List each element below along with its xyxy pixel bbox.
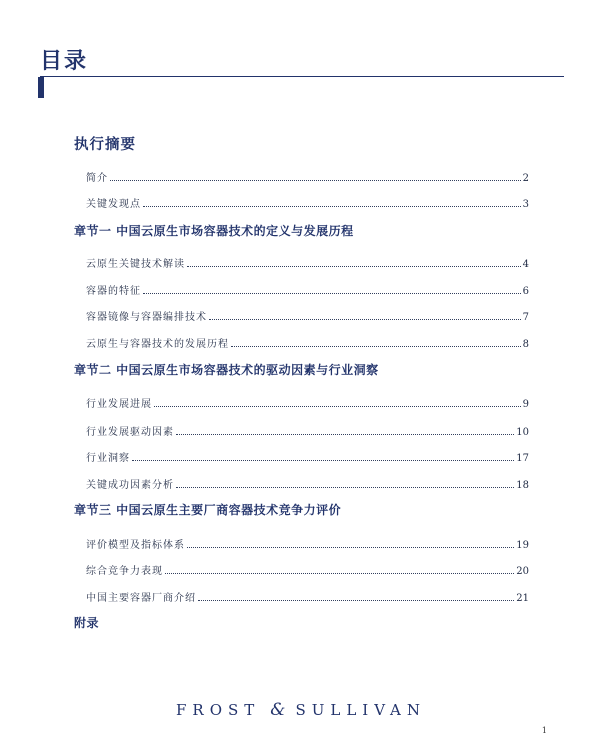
toc-entry-label: 中国主要容器厂商介绍	[86, 593, 196, 604]
logo-text-left: FROST	[176, 701, 261, 719]
toc-entry-page: 19	[516, 540, 529, 551]
toc-entry[interactable]	[86, 396, 529, 410]
title-accent-bar	[38, 77, 44, 98]
toc-entry-label: 容器镜像与容器编排技术	[86, 312, 207, 323]
dot-leader	[132, 459, 514, 461]
toc-entry[interactable]	[86, 283, 529, 297]
toc-entry-label: 综合竞争力表现	[86, 566, 163, 577]
dot-leader	[187, 265, 521, 267]
toc-entry-label: 关键成功因素分析	[86, 480, 174, 491]
toc-entry-page: 7	[522, 312, 529, 323]
toc-entry-page: 9	[522, 399, 529, 410]
page-number: 1	[541, 726, 547, 735]
toc-entry[interactable]	[86, 309, 529, 323]
toc-entry-page: 17	[516, 453, 529, 464]
page-title: 目录	[40, 48, 89, 74]
toc-entry-label: 行业发展驱动因素	[86, 427, 174, 438]
toc-entry-page: 20	[516, 566, 529, 577]
dot-leader	[143, 205, 521, 207]
logo-text-right: SULLIVAN	[295, 701, 426, 719]
dot-leader	[198, 599, 514, 601]
appendix-heading: 附录	[74, 616, 100, 630]
toc-entry-key-findings[interactable]	[86, 196, 529, 210]
toc-entry-page: 10	[516, 427, 529, 438]
dot-leader	[154, 405, 521, 407]
toc-entry-label: 容器的特征	[86, 286, 141, 297]
toc-entry-label: 简介	[86, 173, 108, 184]
dot-leader	[209, 318, 521, 320]
toc-entry[interactable]	[86, 424, 529, 438]
toc-entry[interactable]	[86, 590, 529, 604]
dot-leader	[231, 345, 521, 347]
toc-entry-page: 6	[522, 286, 529, 297]
toc-entry-label: 云原生与容器技术的发展历程	[86, 339, 229, 350]
toc-entry-page: 3	[522, 199, 529, 210]
toc-entry-page: 8	[522, 339, 529, 350]
dot-leader	[143, 292, 521, 294]
toc-entry[interactable]	[86, 256, 529, 270]
dot-leader	[165, 572, 514, 574]
logo-ampersand: &	[270, 700, 286, 720]
toc-entry-intro[interactable]	[86, 170, 529, 184]
chapter1-heading: 章节一 中国云原生市场容器技术的定义与发展历程	[74, 224, 354, 238]
toc-entry-label: 关键发现点	[86, 199, 141, 210]
toc-entry[interactable]	[86, 450, 529, 464]
toc-entry[interactable]	[86, 537, 529, 551]
toc-entry-page: 4	[522, 259, 529, 270]
dot-leader	[176, 486, 514, 488]
toc-entry-page: 21	[516, 593, 529, 604]
toc-entry-label: 行业发展进展	[86, 399, 152, 410]
toc-entry[interactable]	[86, 477, 529, 491]
summary-heading: 执行摘要	[74, 136, 136, 153]
chapter2-heading: 章节二 中国云原生市场容器技术的驱动因素与行业洞察	[74, 363, 379, 377]
toc-entry[interactable]	[86, 563, 529, 577]
dot-leader	[176, 433, 514, 435]
chapter3-heading: 章节三 中国云原生主要厂商容器技术竞争力评价	[74, 503, 342, 517]
toc-entry-label: 行业洞察	[86, 453, 130, 464]
toc-entry[interactable]	[86, 336, 529, 350]
frost-sullivan-logo	[0, 700, 602, 720]
toc-entry-label: 云原生关键技术解读	[86, 259, 185, 270]
toc-entry-page: 2	[522, 173, 529, 184]
toc-entry-page: 18	[516, 480, 529, 491]
toc-entry-label: 评价模型及指标体系	[86, 540, 185, 551]
dot-leader	[110, 179, 521, 181]
title-divider	[40, 76, 564, 77]
dot-leader	[187, 546, 514, 548]
